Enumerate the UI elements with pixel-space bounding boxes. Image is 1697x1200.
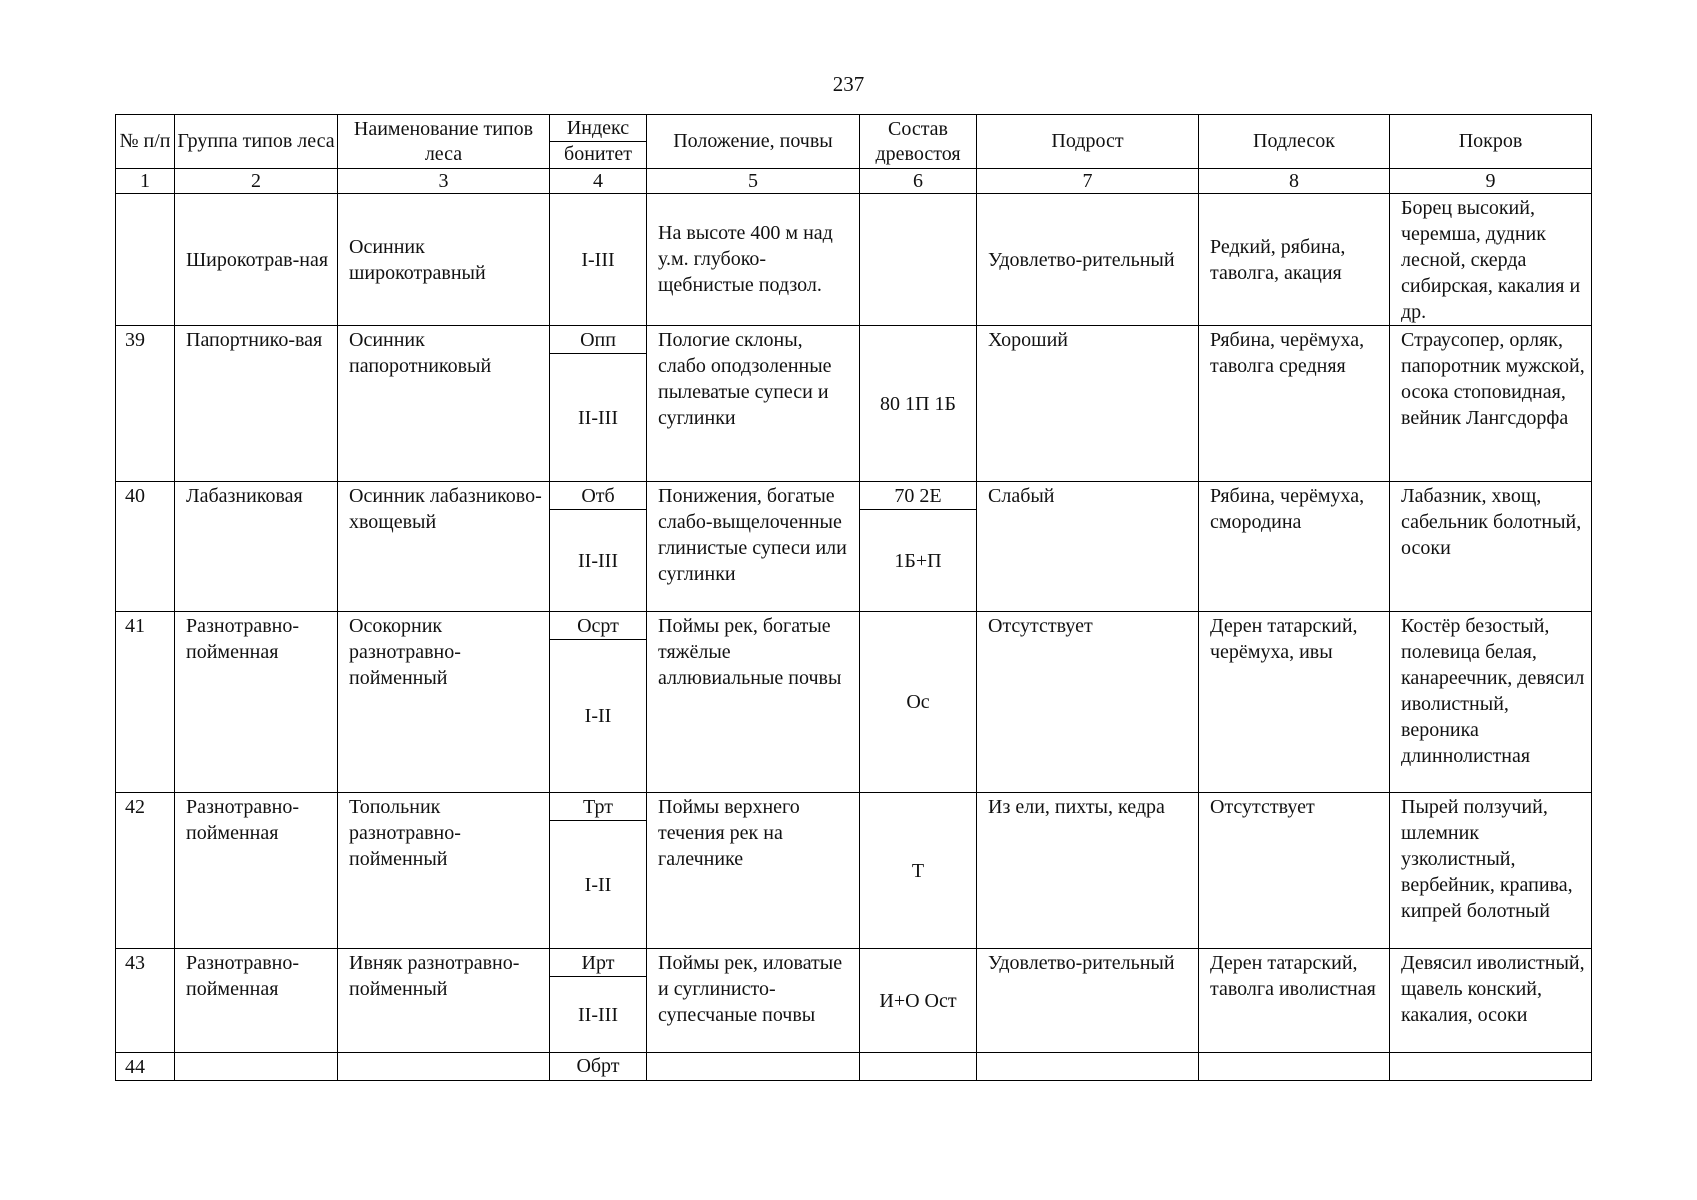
position-soils: Понижения, богатые слабо-выщелоченные глинистые супеси или суглинки: [647, 482, 860, 612]
forest-type-index: Обрт: [550, 1053, 647, 1081]
index-bonitet-cell: [550, 793, 647, 949]
header-name: Наименование типов леса: [338, 115, 550, 169]
forest-type-name: [338, 1053, 550, 1081]
row-number: 41: [116, 612, 175, 793]
bonitet: II-III: [578, 549, 618, 572]
forest-type-index: Опп: [550, 326, 646, 354]
undergrowth: Слабый: [977, 482, 1199, 612]
column-number: 1: [116, 169, 175, 194]
header-bonitet-label: бонитет: [564, 143, 632, 165]
bonitet: II-III: [578, 1003, 618, 1026]
position-soils: Поймы верхнего течения рек на галечнике: [647, 793, 860, 949]
stand-composition: Ос: [860, 612, 977, 793]
undergrowth: Удовлетво-рительный: [977, 949, 1199, 1053]
row-number: 44: [116, 1053, 175, 1081]
header-composition: Состав древостоя: [860, 115, 977, 169]
ground-cover: Лабазник, хвощ, сабельник болотный, осоки: [1390, 482, 1592, 612]
table-row: [116, 1053, 1592, 1081]
underbrush: Отсутствует: [1199, 793, 1390, 949]
header-cover: Покров: [1390, 115, 1592, 169]
ground-cover: Костёр безостый, полевица белая, канареечник, девясил иволистный, вероника длиннолистная: [1390, 612, 1592, 793]
bonitet: I-II: [584, 705, 612, 727]
header-index: [550, 115, 647, 169]
stand-composition-top: 70 2Е: [860, 482, 976, 510]
forest-types-table: [115, 114, 1592, 1081]
bonitet: II-III: [578, 406, 618, 429]
forest-group: Разнотравно-пойменная: [175, 793, 338, 949]
ground-cover: Пырей ползучий, шлемник узколистный, вербейник, крапива, кипрей болотный: [1390, 793, 1592, 949]
column-number-row: [116, 169, 1592, 194]
column-number: 5: [647, 169, 860, 194]
column-number: 4: [550, 169, 647, 194]
row-number: 39: [116, 326, 175, 482]
index-bonitet-cell: [550, 612, 647, 793]
undergrowth: [977, 1053, 1199, 1081]
stand-composition: Т: [860, 793, 977, 949]
row-number: [116, 194, 175, 326]
forest-type-name: Осинник лабазниково-хвощевый: [338, 482, 550, 612]
undergrowth: Удовлетво-рительный: [977, 194, 1199, 326]
header-undergrowth: Подрост: [977, 115, 1199, 169]
table-row: [116, 793, 1592, 949]
header-group: Группа типов леса: [175, 115, 338, 169]
header-row: [116, 115, 1592, 169]
stand-composition: 80 1П 1Б: [860, 326, 977, 482]
stand-composition: 1Б+П: [894, 549, 942, 572]
header-num: № п/п: [116, 115, 175, 169]
underbrush: Редкий, рябина, таволга, акация: [1199, 194, 1390, 326]
ground-cover: Страусопер, орляк, папоротник мужской, осока стоповидная, вейник Лангсдорфа: [1390, 326, 1592, 482]
index-bonitet-cell: [550, 482, 647, 612]
undergrowth: Хороший: [977, 326, 1199, 482]
forest-type-name: Осинник широкотравный: [338, 194, 550, 326]
forest-type-index: Осрт: [550, 612, 646, 640]
forest-type-index: Ирт: [550, 949, 646, 977]
position-soils: Поймы рек, иловатые и суглинисто-супесчаные почвы: [647, 949, 860, 1053]
ground-cover: Девясил иволистный, щавель конский, какалия, осоки: [1390, 949, 1592, 1053]
underbrush: Дерен татарский, таволга иволистная: [1199, 949, 1390, 1053]
ground-cover: [1390, 1053, 1592, 1081]
page-number: 237: [832, 72, 865, 96]
stand-composition: [860, 194, 977, 326]
stand-composition-cell: [860, 482, 977, 612]
forest-type-index: Трт: [550, 793, 646, 821]
forest-group: Папортнико-вая: [175, 326, 338, 482]
position-soils: Пологие склоны, слабо оподзоленные пылеватые супеси и суглинки: [647, 326, 860, 482]
column-number: 8: [1199, 169, 1390, 194]
bonitet: I-II: [584, 873, 612, 896]
header-position: Положение, почвы: [647, 115, 860, 169]
forest-type-index: Отб: [550, 482, 646, 510]
forest-type-name: Ивняк разнотравно-пойменный: [338, 949, 550, 1053]
forest-type-name: Осинник папоротниковый: [338, 326, 550, 482]
column-number: 7: [977, 169, 1199, 194]
forest-type-name: Осокорник разнотравно-пойменный: [338, 612, 550, 793]
position-soils: Поймы рек, богатые тяжёлые аллювиальные почвы: [647, 612, 860, 793]
underbrush: Дерен татарский, черёмуха, ивы: [1199, 612, 1390, 793]
header-index-label: Индекс: [550, 116, 646, 142]
underbrush: Рябина, черёмуха, смородина: [1199, 482, 1390, 612]
index-bonitet-cell: [550, 949, 647, 1053]
stand-composition: И+О Ост: [860, 949, 977, 1053]
ground-cover: Борец высокий, черемша, дудник лесной, скерда сибирская, какалия и др.: [1390, 194, 1592, 326]
forest-group: [175, 1053, 338, 1081]
table-row: [116, 482, 1592, 612]
table-row: [116, 612, 1592, 793]
column-number: 9: [1390, 169, 1592, 194]
table-row: [116, 194, 1592, 326]
column-number: 6: [860, 169, 977, 194]
forest-group: Лабазниковая: [175, 482, 338, 612]
forest-group: Разнотравно-пойменная: [175, 612, 338, 793]
forest-group: Разнотравно-пойменная: [175, 949, 338, 1053]
underbrush: [1199, 1053, 1390, 1081]
row-number: 42: [116, 793, 175, 949]
bonitet: I-III: [550, 194, 647, 326]
header-underbrush: Подлесок: [1199, 115, 1390, 169]
table-row: [116, 326, 1592, 482]
table-row: [116, 949, 1592, 1053]
column-number: 2: [175, 169, 338, 194]
row-number: 40: [116, 482, 175, 612]
forest-group: Широкотрав-ная: [175, 194, 338, 326]
undergrowth: Отсутствует: [977, 612, 1199, 793]
forest-type-name: Топольник разнотравно-пойменный: [338, 793, 550, 949]
position-soils: [647, 1053, 860, 1081]
underbrush: Рябина, черёмуха, таволга средняя: [1199, 326, 1390, 482]
index-bonitet-cell: [550, 326, 647, 482]
undergrowth: Из ели, пихты, кедра: [977, 793, 1199, 949]
row-number: 43: [116, 949, 175, 1053]
position-soils: На высоте 400 м над у.м. глубоко-щебнистые подзол.: [647, 194, 860, 326]
stand-composition: [860, 1053, 977, 1081]
column-number: 3: [338, 169, 550, 194]
